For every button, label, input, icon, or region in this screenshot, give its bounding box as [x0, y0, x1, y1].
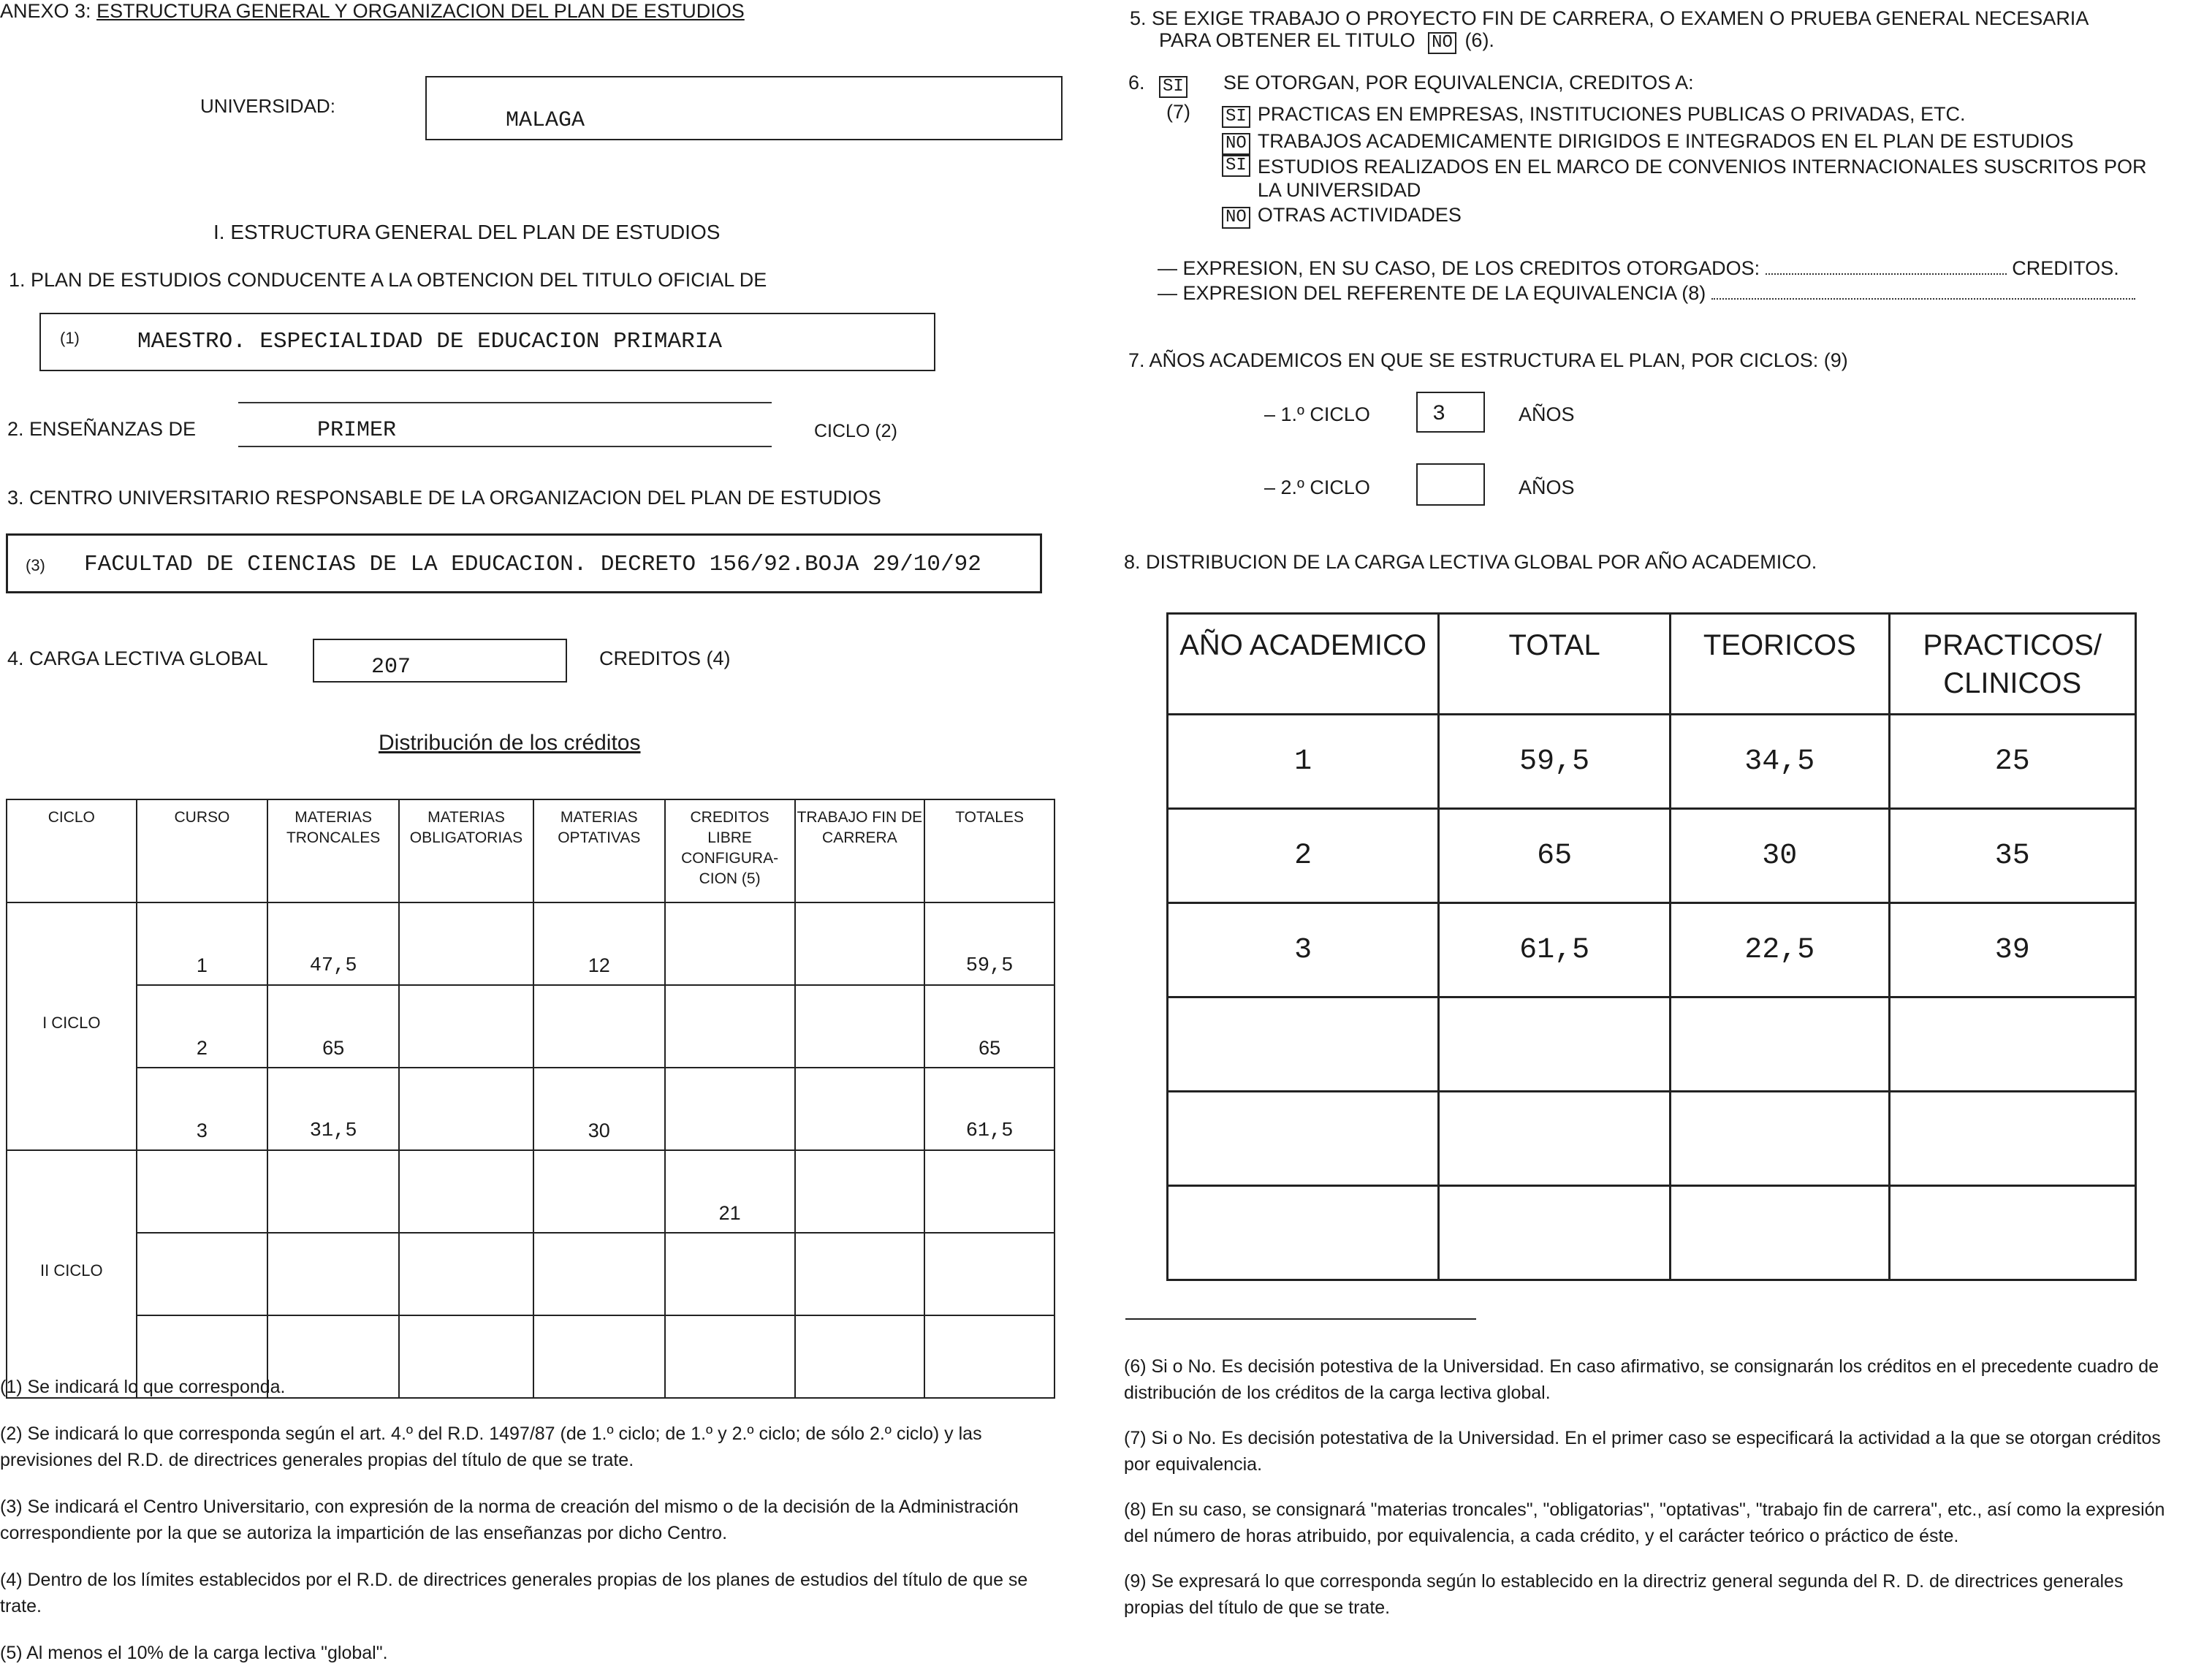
item2-label: 2. ENSEÑANZAS DE [7, 418, 197, 440]
table-cell [1889, 997, 2135, 1092]
table-cell [1671, 1186, 1889, 1280]
table-cell [795, 902, 925, 985]
option-row [1222, 202, 2150, 229]
table-cell [924, 1233, 1054, 1315]
item4-suffix: CREDITOS (4) [599, 647, 731, 669]
table-row [1168, 715, 2136, 809]
option-row [1222, 128, 2150, 155]
table-cell [533, 985, 665, 1068]
cycle1-box [1416, 392, 1485, 433]
table-cell [1671, 1092, 1889, 1186]
item3-label: 3. CENTRO UNIVERSITARIO RESPONSABLE DE LA ORGANIZACION DEL PLAN DE ESTUDIOS [7, 487, 881, 509]
item5-ref: (6). [1464, 29, 1494, 51]
header-cell: TOTALES [924, 799, 1054, 902]
table-cell: 1 [137, 902, 268, 985]
table-cell [665, 1068, 795, 1150]
item7-label: 7. AÑOS ACADEMICOS EN QUE SE ESTRUCTURA EL PLAN, POR CICLOS: (9) [1128, 349, 1848, 371]
item6-answer: SI [1159, 76, 1188, 98]
option-text: TRABAJOS ACADEMICAMENTE DIRIGIDOS E INTEGRADOS EN EL PLAN DE ESTUDIOS [1257, 130, 2074, 152]
table-row [1168, 809, 2136, 903]
footnotes-right [1124, 1353, 2176, 1621]
cycle-cell: II CICLO [7, 1150, 137, 1398]
footnote: (6) Si o No. Es decisión potestiva de la Universidad. En caso afirmativo, se consignarán los créditos en el precedente cuadro de distribución de los créditos de la carga lectiva global. [1124, 1356, 2159, 1403]
table-row [7, 1150, 1054, 1233]
footnotes-left [0, 1374, 1060, 1666]
footnote: (1) Se indicará lo que corresponda. [0, 1377, 286, 1397]
footnote: (3) Se indicará el Centro Universitario, con expresión de la norma de creación del mismo o de la decisión de la Administración correspondiente por la que se autoriza la impartición de las enseñanzas por dicho Centro. [0, 1497, 1019, 1543]
item6-num: 6. [1128, 72, 1145, 94]
item1-label: 1. PLAN DE ESTUDIOS CONDUCENTE A LA OBTENCION DEL TITULO OFICIAL DE [9, 269, 767, 291]
table-cell: 39 [1889, 903, 2135, 997]
cycle1-years: 3 [1432, 402, 1446, 427]
title-box [39, 313, 935, 371]
table-row [7, 1233, 1054, 1315]
header-cell: CREDITOS LIBRE CONFIGURA-CION (5) [665, 799, 795, 902]
section-title: I. ESTRUCTURA GENERAL DEL PLAN DE ESTUDIOS [213, 221, 721, 243]
university-value: MALAGA [506, 108, 585, 133]
item6-label: SE OTORGAN, POR EQUIVALENCIA, CREDITOS A: [1223, 72, 1694, 94]
expr1-text: — EXPRESION, EN SU CASO, DE LOS CREDITOS OTORGADOS: [1158, 257, 1760, 279]
expr1-suffix: CREDITOS. [2012, 257, 2119, 279]
credits-table [6, 799, 1055, 1399]
footnote: (5) Al menos el 10% de la carga lectiva "global". [0, 1643, 388, 1663]
center-box [6, 533, 1042, 593]
option-mark: SI [1222, 155, 1250, 177]
table-cell: 3 [1168, 903, 1439, 997]
table-cell [924, 1150, 1054, 1233]
header-cell: AÑO ACADEMICO [1168, 614, 1439, 715]
table-cell [533, 1150, 665, 1233]
table-cell [665, 1233, 795, 1315]
table-cell [399, 1150, 533, 1233]
table-cell [399, 985, 533, 1068]
table-cell [1439, 1092, 1671, 1186]
degree-title: MAESTRO. ESPECIALIDAD DE EDUCACION PRIMARIA [137, 329, 722, 354]
cycle-cell: I CICLO [7, 902, 137, 1150]
item6-answer-wrap [1159, 76, 1195, 98]
annex-label: ANEXO 3: [0, 0, 91, 22]
item6-ref: (7) [1166, 101, 1190, 123]
table-cell [1889, 1186, 2135, 1280]
table-cell: 47,5 [267, 902, 399, 985]
table-cell: 35 [1889, 809, 2135, 903]
table-cell: 61,5 [924, 1068, 1054, 1150]
cycle2-box [1416, 463, 1485, 506]
table-cell [137, 1150, 268, 1233]
item5-line1: 5. SE EXIGE TRABAJO O PROYECTO FIN DE CARRERA, O EXAMEN O PRUEBA GENERAL NECESARIA [1130, 7, 2089, 29]
table-row [7, 902, 1054, 985]
table-cell [533, 1233, 665, 1315]
annex-header [0, 0, 745, 23]
table-cell: 12 [533, 902, 665, 985]
item2-suffix: CICLO (2) [814, 421, 897, 441]
item8-label: 8. DISTRIBUCION DE LA CARGA LECTIVA GLOBAL POR AÑO ACADEMICO. [1124, 551, 1817, 573]
table-cell: 65 [267, 985, 399, 1068]
table-row [7, 985, 1054, 1068]
table-cell: 22,5 [1671, 903, 1889, 997]
table-cell [267, 1150, 399, 1233]
university-box [425, 76, 1063, 140]
table-cell: 30 [533, 1068, 665, 1150]
footnote: (2) Se indicará lo que corresponda según el art. 4.º del R.D. 1497/87 (de 1.º ciclo; de 1.º y 2.º ciclo; de sólo 2.º ciclo) y las previsiones del R.D. de directrices generales propias del título de que se trate. [0, 1424, 982, 1470]
footnote: (9) Se expresará lo que corresponda según lo establecido en la directriz general segunda del R. D. de directrices generales propias del título de que se trate. [1124, 1571, 2124, 1618]
table-cell [267, 1233, 399, 1315]
header-cell: TRABAJO FIN DE CARRERA [795, 799, 925, 902]
table-row [1168, 1186, 2136, 1280]
cycle2-years-label: AÑOS [1519, 476, 1575, 498]
table-cell [399, 902, 533, 985]
header-cell: PRACTICOS/ CLINICOS [1889, 614, 2135, 715]
item6-expr2 [1158, 282, 2135, 305]
header-cell: CICLO [7, 799, 137, 902]
table-row [1168, 903, 2136, 997]
header-cell: CURSO [137, 799, 268, 902]
cycle2-label: – 2.º CICLO [1264, 476, 1370, 498]
table-cell [399, 1068, 533, 1150]
year-distribution-table [1166, 612, 2137, 1281]
option-row [1222, 155, 2150, 202]
item6-expr1 [1158, 257, 2119, 280]
table-cell: 65 [924, 985, 1054, 1068]
table-cell: 3 [137, 1068, 268, 1150]
header-cell: TEORICOS [1671, 614, 1889, 715]
item5-answer: NO [1428, 32, 1456, 54]
table-cell [137, 1233, 268, 1315]
cycle1-label: – 1.º CICLO [1264, 403, 1370, 425]
table-cell [399, 1233, 533, 1315]
table-cell: 31,5 [267, 1068, 399, 1150]
table-cell [1168, 1186, 1439, 1280]
table-row [1168, 1092, 2136, 1186]
footnote: (7) Si o No. Es decisión potestativa de la Universidad. En el primer caso se especificará la actividad a la que se otorgan créditos por equivalencia. [1124, 1428, 2161, 1475]
footnote-rule [1125, 1318, 1476, 1320]
footnote: (8) En su caso, se consignará "materias troncales", "obligatorias", "optativas", "trabajo fin de carrera", etc., así como la expresión del número de horas atribuido, por equivalencia, a cada crédito, y el carácter teórico o práctico de éste. [1124, 1500, 2165, 1546]
table-cell: 65 [1439, 809, 1671, 903]
item6-options [1222, 101, 2150, 229]
option-mark: SI [1222, 106, 1250, 128]
center-value: FACULTAD DE CIENCIAS DE LA EDUCACION. DECRETO 156/92.BOJA 29/10/92 [84, 552, 981, 577]
cycle-value: PRIMER [317, 418, 397, 443]
table-cell [795, 985, 925, 1068]
option-row [1222, 101, 2150, 128]
table-cell [795, 1068, 925, 1150]
table-cell [665, 985, 795, 1068]
item4-label: 4. CARGA LECTIVA GLOBAL [7, 647, 268, 669]
table-cell: 34,5 [1671, 715, 1889, 809]
header-cell: MATERIAS TRONCALES [267, 799, 399, 902]
option-text: OTRAS ACTIVIDADES [1257, 204, 1462, 226]
table-cell: 59,5 [924, 902, 1054, 985]
table-cell: 30 [1671, 809, 1889, 903]
table-cell: 61,5 [1439, 903, 1671, 997]
table-cell [1168, 997, 1439, 1092]
item5-line2 [1159, 29, 1494, 54]
credits-box [313, 639, 567, 683]
table-cell [1168, 1092, 1439, 1186]
total-credits: 207 [371, 655, 411, 680]
item1-ref: (1) [60, 329, 80, 347]
option-text: ESTUDIOS REALIZADOS EN EL MARCO DE CONVENIOS INTERNACIONALES SUSCRITOS POR LA UNIVERSIDAD [1257, 156, 2147, 201]
credits-dist-title: Distribución de los créditos [379, 731, 641, 755]
table-cell: 2 [1168, 809, 1439, 903]
table-cell: 1 [1168, 715, 1439, 809]
footnote: (4) Dentro de los límites establecidos por el R.D. de directrices generales propias de los planes de estudios del título de que se trate. [0, 1570, 1028, 1616]
table-cell [1439, 1186, 1671, 1280]
item5-text: PARA OBTENER EL TITULO [1159, 29, 1416, 51]
table-cell: 59,5 [1439, 715, 1671, 809]
table-cell [1671, 997, 1889, 1092]
table-cell [1439, 997, 1671, 1092]
header-cell: MATERIAS OPTATIVAS [533, 799, 665, 902]
header-cell: TOTAL [1439, 614, 1671, 715]
option-mark: NO [1222, 133, 1250, 155]
table-cell: 21 [665, 1150, 795, 1233]
table-cell [1889, 1092, 2135, 1186]
table-cell [795, 1233, 925, 1315]
document-title: ESTRUCTURA GENERAL Y ORGANIZACION DEL PLAN DE ESTUDIOS [96, 0, 745, 22]
table-cell [665, 902, 795, 985]
option-text: PRACTICAS EN EMPRESAS, INSTITUCIONES PUBLICAS O PRIVADAS, ETC. [1257, 103, 1966, 125]
header-cell: MATERIAS OBLIGATORIAS [399, 799, 533, 902]
university-label: UNIVERSIDAD: [200, 95, 335, 117]
table-row [1168, 997, 2136, 1092]
table-cell [795, 1150, 925, 1233]
table-cell: 25 [1889, 715, 2135, 809]
item3-ref: (3) [26, 556, 45, 574]
expr2-text: — EXPRESION DEL REFERENTE DE LA EQUIVALENCIA (8) [1158, 282, 1706, 304]
table-row [7, 1068, 1054, 1150]
cycle1-years-label: AÑOS [1519, 403, 1575, 425]
option-mark: NO [1222, 207, 1250, 229]
table-cell: 2 [137, 985, 268, 1068]
